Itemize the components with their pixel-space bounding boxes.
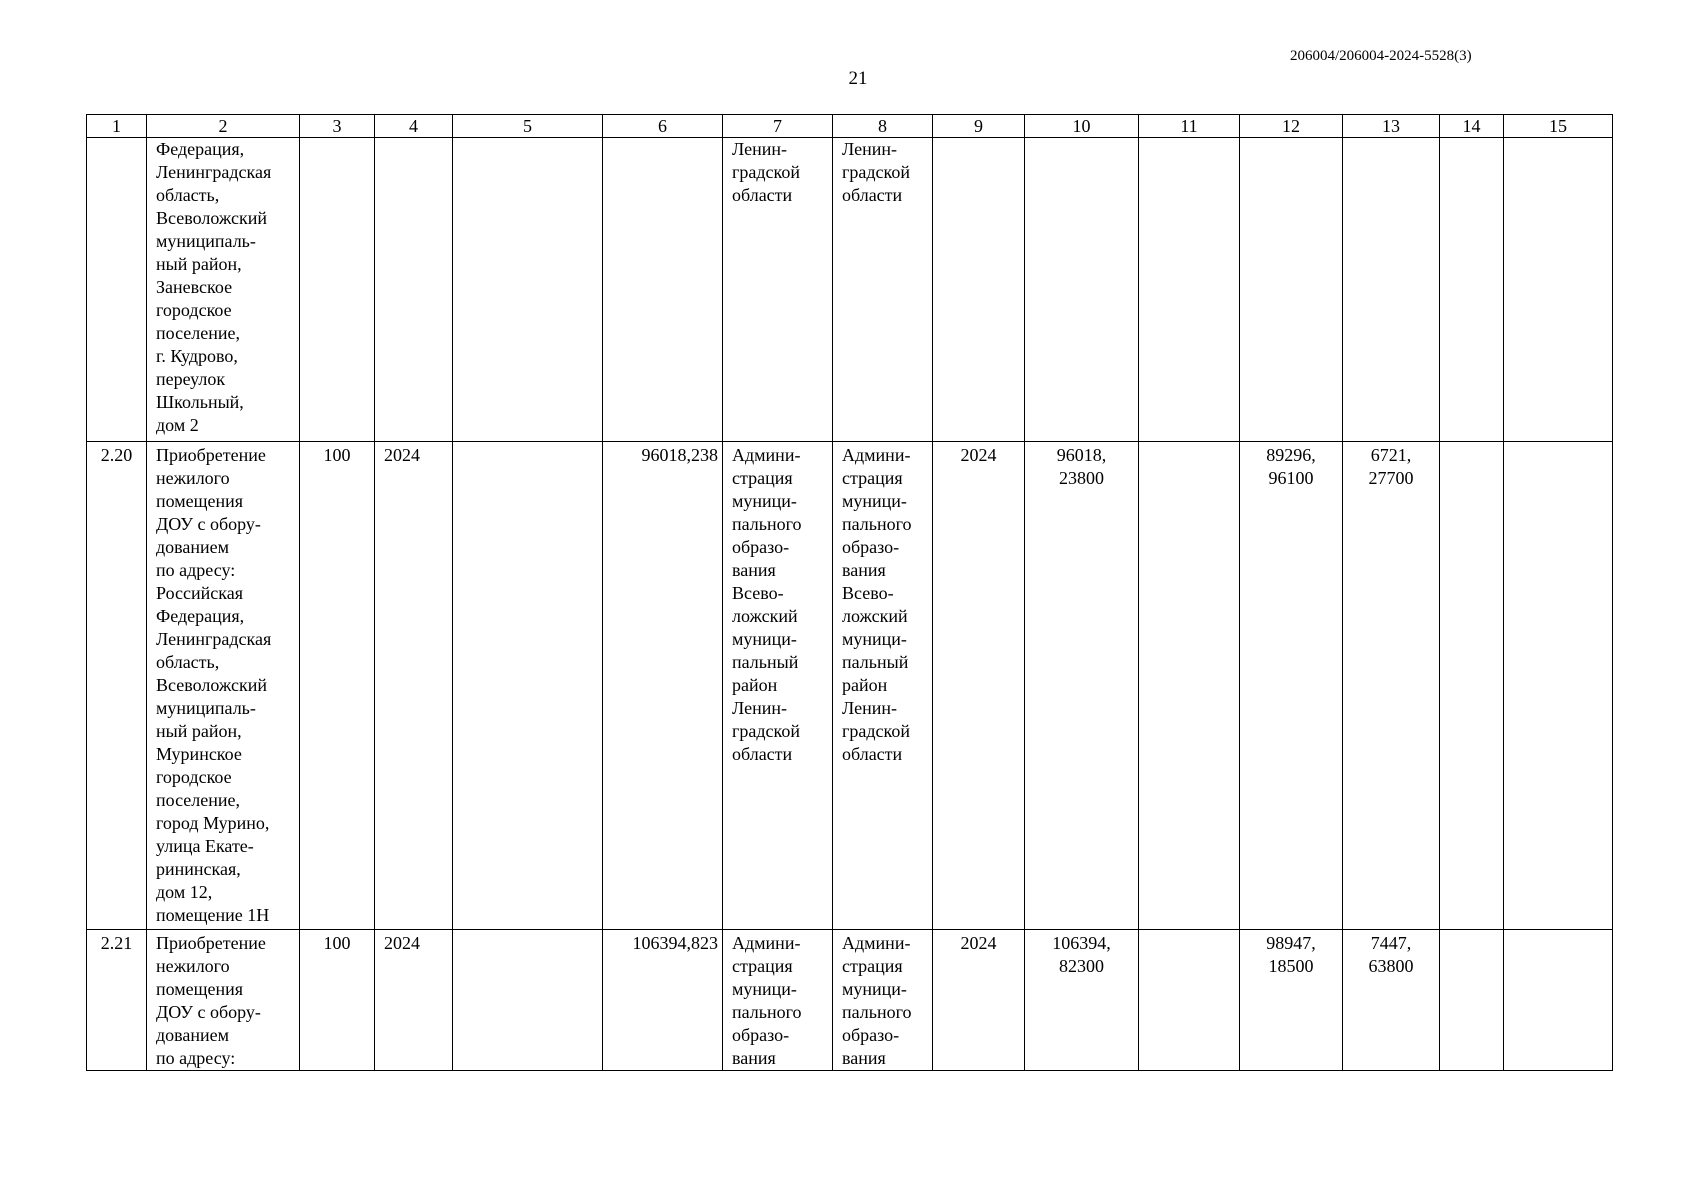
total-amount-cell: 96018, 23800 [1025, 442, 1139, 930]
amount-cell: 106394,823 [603, 930, 723, 1071]
customer-cell: Админи- страция муници- пального образо- вания Всево- ложский муници- пальный район Ленин- градской области [833, 442, 933, 930]
column-header-5: 5 [453, 115, 603, 138]
local-budget-cell [1343, 138, 1440, 442]
column-15-cell [1504, 138, 1613, 442]
object-description-cell: Федерация, Ленинградская область, Всеволожский муниципаль- ный район, Заневское городское поселение, г. Кудрово, переулок Школьный, дом 2 [147, 138, 300, 442]
table-row-2-21 [87, 930, 1613, 1071]
column-header-13: 13 [1343, 115, 1440, 138]
total-amount-cell [1025, 138, 1139, 442]
authority-cell: Ленин- градской области [723, 138, 833, 442]
column-header-10: 10 [1025, 115, 1139, 138]
column-header-7: 7 [723, 115, 833, 138]
column-5-cell [453, 138, 603, 442]
row-number-cell [87, 138, 147, 442]
column-header-8: 8 [833, 115, 933, 138]
table-row-continuation [87, 138, 1613, 442]
row-number-cell: 2.20 [87, 442, 147, 930]
column-header-14: 14 [1440, 115, 1504, 138]
percent-cell: 100 [300, 442, 375, 930]
column-number-header-row [87, 115, 1613, 138]
column-header-1: 1 [87, 115, 147, 138]
column-header-11: 11 [1139, 115, 1240, 138]
regional-budget-cell: 89296, 96100 [1240, 442, 1343, 930]
column-header-2: 2 [147, 115, 300, 138]
column-5-cell [453, 930, 603, 1071]
total-amount-cell: 106394, 82300 [1025, 930, 1139, 1071]
column-14-cell [1440, 442, 1504, 930]
authority-cell: Админи- страция муници- пального образо- вания Всево- ложский муници- пальный район Ленин- градской области [723, 442, 833, 930]
column-header-9: 9 [933, 115, 1025, 138]
column-header-6: 6 [603, 115, 723, 138]
column-11-cell [1139, 138, 1240, 442]
percent-cell [300, 138, 375, 442]
document-registration-number: 206004/206004-2024-5528(3) [1290, 48, 1472, 64]
percent-cell: 100 [300, 930, 375, 1071]
column-11-cell [1139, 930, 1240, 1071]
table-row-2-20 [87, 442, 1613, 930]
column-5-cell [453, 442, 603, 930]
object-description-cell: Приобретение нежилого помещения ДОУ с обору- дованием по адресу: Российская Федерация, Ленинградская область, Всеволожский муниципаль- ный район, Муринское городское поселение, город Мурино, улица Екате- рининская, дом 12, помещение 1Н [147, 442, 300, 930]
year-cell-9 [933, 138, 1025, 442]
page-number: 21 [848, 68, 868, 89]
column-14-cell [1440, 138, 1504, 442]
year-cell: 2024 [375, 442, 453, 930]
column-header-12: 12 [1240, 115, 1343, 138]
column-header-4: 4 [375, 115, 453, 138]
local-budget-cell: 7447, 63800 [1343, 930, 1440, 1071]
customer-cell: Ленин- градской области [833, 138, 933, 442]
column-15-cell [1504, 442, 1613, 930]
year-cell: 2024 [375, 930, 453, 1071]
column-11-cell [1139, 442, 1240, 930]
regional-budget-cell: 98947, 18500 [1240, 930, 1343, 1071]
year-cell-9: 2024 [933, 930, 1025, 1071]
customer-cell: Админи- страция муници- пального образо- вания [833, 930, 933, 1071]
register-table [86, 114, 1613, 1071]
amount-cell: 96018,238 [603, 442, 723, 930]
column-header-3: 3 [300, 115, 375, 138]
regional-budget-cell [1240, 138, 1343, 442]
column-15-cell [1504, 930, 1613, 1071]
row-number-cell: 2.21 [87, 930, 147, 1071]
authority-cell: Админи- страция муници- пального образо- вания [723, 930, 833, 1071]
column-header-15: 15 [1504, 115, 1613, 138]
amount-cell [603, 138, 723, 442]
local-budget-cell: 6721, 27700 [1343, 442, 1440, 930]
year-cell [375, 138, 453, 442]
year-cell-9: 2024 [933, 442, 1025, 930]
column-14-cell [1440, 930, 1504, 1071]
object-description-cell: Приобретение нежилого помещения ДОУ с обору- дованием по адресу: [147, 930, 300, 1071]
